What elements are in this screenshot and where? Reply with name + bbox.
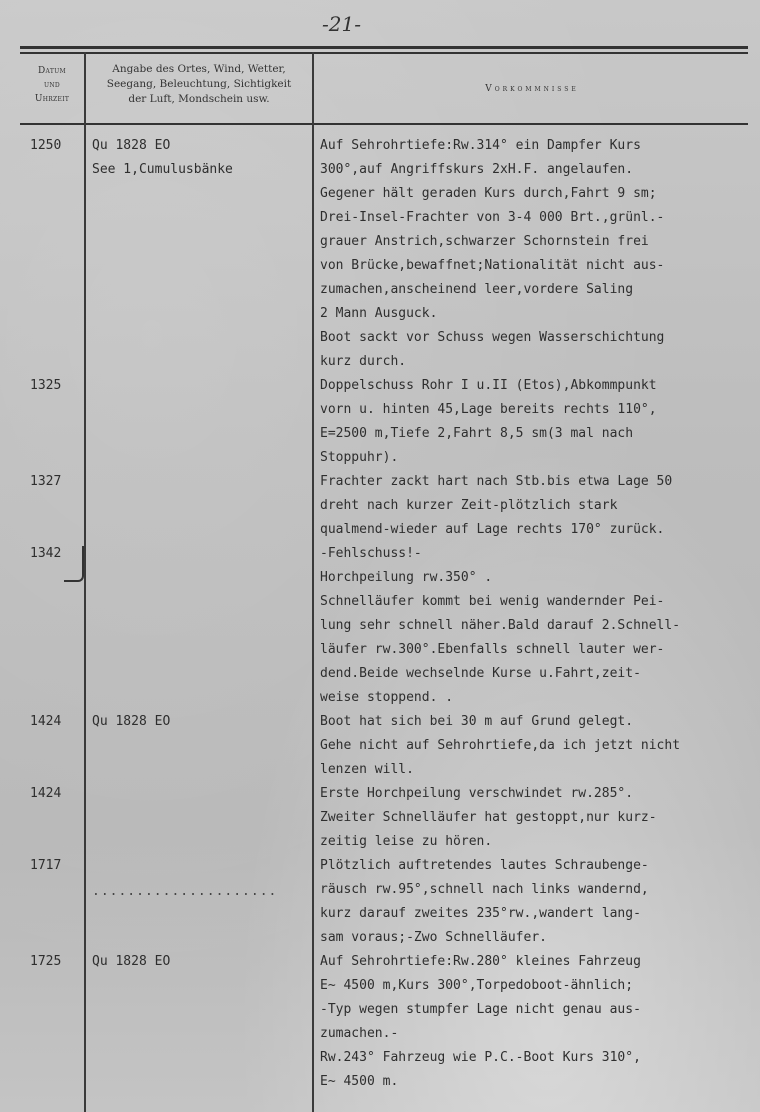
event-line: von Brücke,bewaffnet;Nationalität nicht aus-	[320, 258, 665, 273]
top-rule-thick	[20, 46, 748, 49]
entry-time: 1424	[30, 714, 62, 729]
entry-place: Qu 1828 EO	[92, 138, 171, 153]
event-line: dend.Beide wechselnde Kurse u.Fahrt,zeit-	[320, 666, 641, 681]
header-vorkommnisse: Vorkommnisse	[485, 84, 579, 94]
event-line: Boot sackt vor Schuss wegen Wasserschichtung	[320, 330, 665, 345]
event-line: Zweiter Schnelläufer hat gestoppt,nur kurz-	[320, 810, 657, 825]
dotted-line: .....................	[92, 884, 278, 899]
event-line: räusch rw.95°,schnell nach links wandernd,	[320, 882, 649, 897]
entry-place: Qu 1828 EO	[92, 954, 171, 969]
event-line: 2 Mann Ausguck.	[320, 306, 438, 321]
column-divider-place	[312, 52, 314, 1112]
event-line: Boot hat sich bei 30 m auf Grund gelegt.	[320, 714, 634, 729]
header-divider	[20, 123, 748, 125]
entry-time: 1424	[30, 786, 62, 801]
entry-time: 1342	[30, 546, 62, 561]
header-datum	[20, 64, 84, 106]
event-line: kurz durch.	[320, 354, 407, 369]
column-divider-time	[84, 52, 86, 1112]
event-line: E~ 4500 m.	[320, 1074, 399, 1089]
event-line: -Fehlschuss!-	[320, 546, 422, 561]
header-angabe-line: Seegang, Beleuchtung, Sichtigkeit	[106, 78, 292, 90]
entry-time: 1327	[30, 474, 62, 489]
event-line: vorn u. hinten 45,Lage bereits rechts 110°,	[320, 402, 657, 417]
event-line: läufer rw.300°.Ebenfalls schnell lauter wer-	[320, 642, 665, 657]
event-line: Auf Sehrohrtiefe:Rw.280° kleines Fahrzeug	[320, 954, 641, 969]
event-line: E~ 4500 m,Kurs 300°,Torpedoboot-ähnlich;	[320, 978, 634, 993]
event-line: Stoppuhr).	[320, 450, 399, 465]
header-datum-line: Uhrzeit	[34, 94, 70, 104]
event-line: zumachen,anscheinend leer,vordere Saling	[320, 282, 634, 297]
event-line: zumachen.-	[320, 1026, 399, 1041]
event-line: Rw.243° Fahrzeug wie P.C.-Boot Kurs 310°,	[320, 1050, 641, 1065]
event-line: lenzen will.	[320, 762, 414, 777]
event-line: E=2500 m,Tiefe 2,Fahrt 8,5 sm(3 mal nach	[320, 426, 634, 441]
entry-time: 1325	[30, 378, 62, 393]
entry-time: 1250	[30, 138, 62, 153]
header-datum-line: Datum	[38, 66, 66, 76]
event-line: Plötzlich auftretendes lautes Schraubenge-	[320, 858, 649, 873]
event-line: -Typ wegen stumpfer Lage nicht genau aus-	[320, 1002, 641, 1017]
event-line: weise stoppend. .	[320, 690, 454, 705]
entry-time: 1717	[30, 858, 62, 873]
event-line: grauer Anstrich,schwarzer Schornstein frei	[320, 234, 649, 249]
event-line: Gegener hält geraden Kurs durch,Fahrt 9 sm;	[320, 186, 657, 201]
entry-place: See 1,Cumulusbänke	[92, 162, 233, 177]
event-line: dreht nach kurzer Zeit-plötzlich stark	[320, 498, 618, 513]
event-line: Erste Horchpeilung verschwindet rw.285°.	[320, 786, 634, 801]
entry-time: 1725	[30, 954, 62, 969]
event-line: Auf Sehrohrtiefe:Rw.314° ein Dampfer Kurs	[320, 138, 641, 153]
event-line: Frachter zackt hart nach Stb.bis etwa Lage 50	[320, 474, 673, 489]
header-datum-line: und	[43, 80, 61, 90]
handwritten-correction-mark	[64, 546, 84, 582]
event-line: 300°,auf Angriffskurs 2xH.F. angelaufen.	[320, 162, 634, 177]
header-angabe-line: Angabe des Ortes, Wind, Wetter,	[112, 63, 286, 75]
event-line: Horchpeilung rw.350° .	[320, 570, 493, 585]
event-line: Doppelschuss Rohr I u.II (Etos),Abkommpunkt	[320, 378, 657, 393]
event-line: kurz darauf zweites 235°rw.,wandert lang-	[320, 906, 641, 921]
top-rule-thin	[20, 52, 748, 54]
header-angabe-line: der Luft, Mondschein usw.	[128, 93, 270, 105]
page-number: -21-	[322, 12, 361, 36]
entry-place: Qu 1828 EO	[92, 714, 171, 729]
event-line: zeitig leise zu hören.	[320, 834, 493, 849]
header-angabe	[88, 62, 310, 107]
event-line: qualmend-wieder auf Lage rechts 170° zurück.	[320, 522, 665, 537]
event-line: Drei-Insel-Frachter von 3-4 000 Brt.,grünl.-	[320, 210, 665, 225]
event-line: sam voraus;-Zwo Schnelläufer.	[320, 930, 547, 945]
event-line: lung sehr schnell näher.Bald darauf 2.Schnell-	[320, 618, 681, 633]
event-line: Gehe nicht auf Sehrohrtiefe,da ich jetzt nicht	[320, 738, 681, 753]
event-line: Schnelläufer kommt bei wenig wandernder Pei-	[320, 594, 665, 609]
